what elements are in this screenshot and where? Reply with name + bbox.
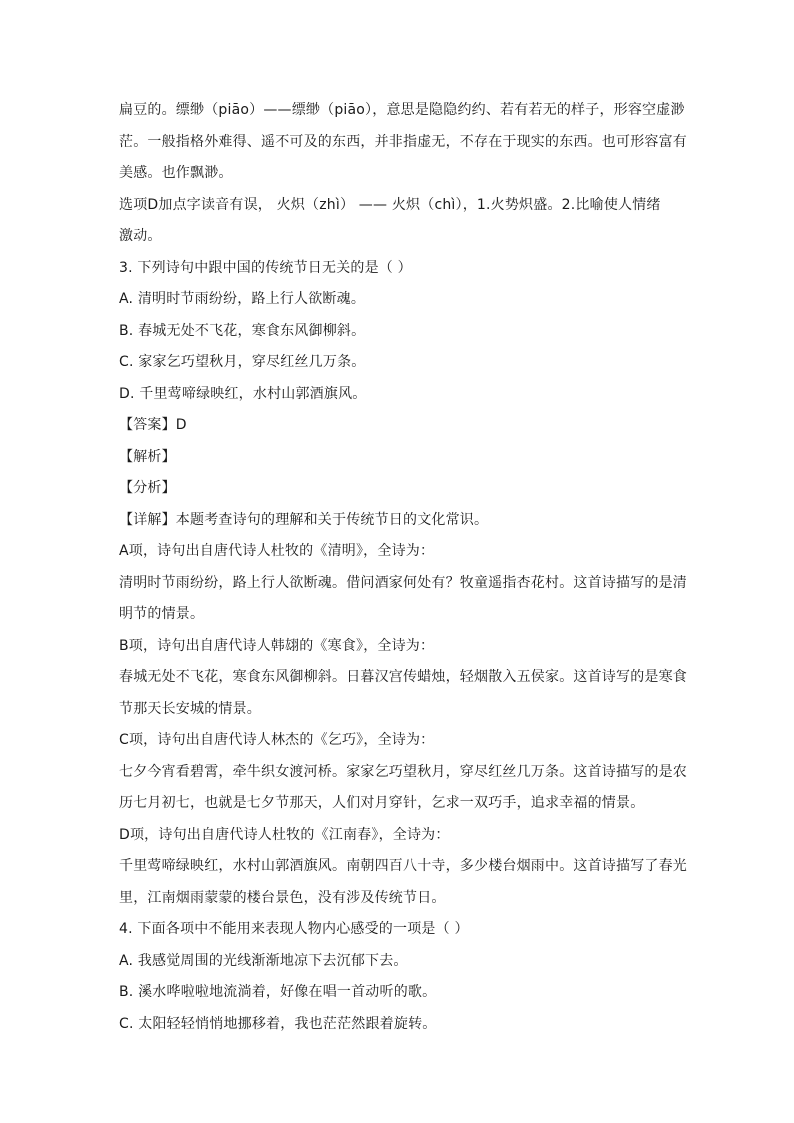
question-3-option-c: C. 家家乞巧望秋月，穿尽红丝几万条。 [119, 354, 366, 370]
detail-label: 【详解】本题考查诗句的理解和关于传统节日的文化常识。 [119, 511, 489, 528]
text-line: C项，诗句出自唐代诗人林杰的《乞巧》，全诗为： [119, 732, 435, 748]
text-line: 七夕今宵看碧霄，牵牛织女渡河桥。家家乞巧望秋月，穿尽红丝几万条。这首诗描写的是农 [119, 763, 687, 780]
text-line: D项，诗句出自唐代诗人杜牧的《江南春》，全诗为： [119, 826, 450, 843]
question-3-stem: 3. 下列诗句中跟中国的传统节日无关的是（ ） [119, 259, 412, 276]
text-line: 扁豆的。缥缈（piāo）——缥缈（piāo），意思是隐隐约约、若有若无的样子，形容空虚渺 [119, 102, 685, 118]
answer-label: 【答案】D [119, 417, 187, 433]
text-line: B项，诗句出自唐代诗人韩翃的《寒食》，全诗为： [119, 637, 435, 654]
question-3-option-a: A. 清明时节雨纷纷，路上行人欲断魂。 [119, 291, 366, 307]
analysis-sub-label: 【分析】 [119, 480, 176, 496]
text-line: 节那天长安城的情景。 [119, 700, 261, 717]
text-line: 明节的情景。 [119, 606, 205, 622]
text-line: A项，诗句出自唐代诗人杜牧的《清明》，全诗为： [119, 543, 435, 559]
question-3-option-d: D. 千里莺啼绿映红，水村山郭酒旗风。 [119, 385, 367, 402]
question-3-option-b: B. 春城无处不飞花，寒食东风御柳斜。 [119, 322, 366, 339]
text-line: 茫。一般指格外难得、遥不可及的东西，并非指虚无，不存在于现实的东西。也可形容富有 [119, 133, 687, 150]
question-4-option-c: C. 太阳轻轻悄悄地挪移着，我也茫茫然跟着旋转。 [119, 1015, 437, 1032]
question-4-stem: 4. 下面各项中不能用来表现人物内心感受的一项是（ ） [119, 921, 469, 937]
text-line: 历七月初七，也就是七夕节那天，人们对月穿针，乞求一双巧手，追求幸福的情景。 [119, 795, 645, 811]
analysis-label: 【解析】 [119, 448, 176, 465]
text-line: 激动。 [119, 228, 162, 244]
text-line: 选项D加点字读音有误， 火炽（zhì） —— 火炽（chì），1.火势炽盛。2.比喻使人情绪 [119, 196, 661, 213]
text-line: 春城无处不飞花，寒食东风御柳斜。日暮汉宫传蜡烛，轻烟散入五侯家。这首诗写的是寒食 [119, 669, 687, 685]
question-4-option-a: A. 我感觉周围的光线渐渐地凉下去沉郁下去。 [119, 952, 408, 969]
text-line: 美感。也作飘渺。 [119, 165, 233, 181]
text-line: 里，江南烟雨蒙蒙的楼台景色，没有涉及传统节日。 [119, 889, 446, 906]
document-body [119, 99, 687, 1044]
text-line: 清明时节雨纷纷，路上行人欲断魂。借问酒家何处有？牧童遥指杏花村。这首诗描写的是清 [119, 574, 687, 591]
text-line: 千里莺啼绿映红，水村山郭酒旗风。南朝四百八十寺，多少楼台烟雨中。这首诗描写了春光 [119, 858, 687, 874]
question-4-option-b: B. 溪水哗啦啦地流淌着，好像在唱一首动听的歌。 [119, 984, 437, 1000]
